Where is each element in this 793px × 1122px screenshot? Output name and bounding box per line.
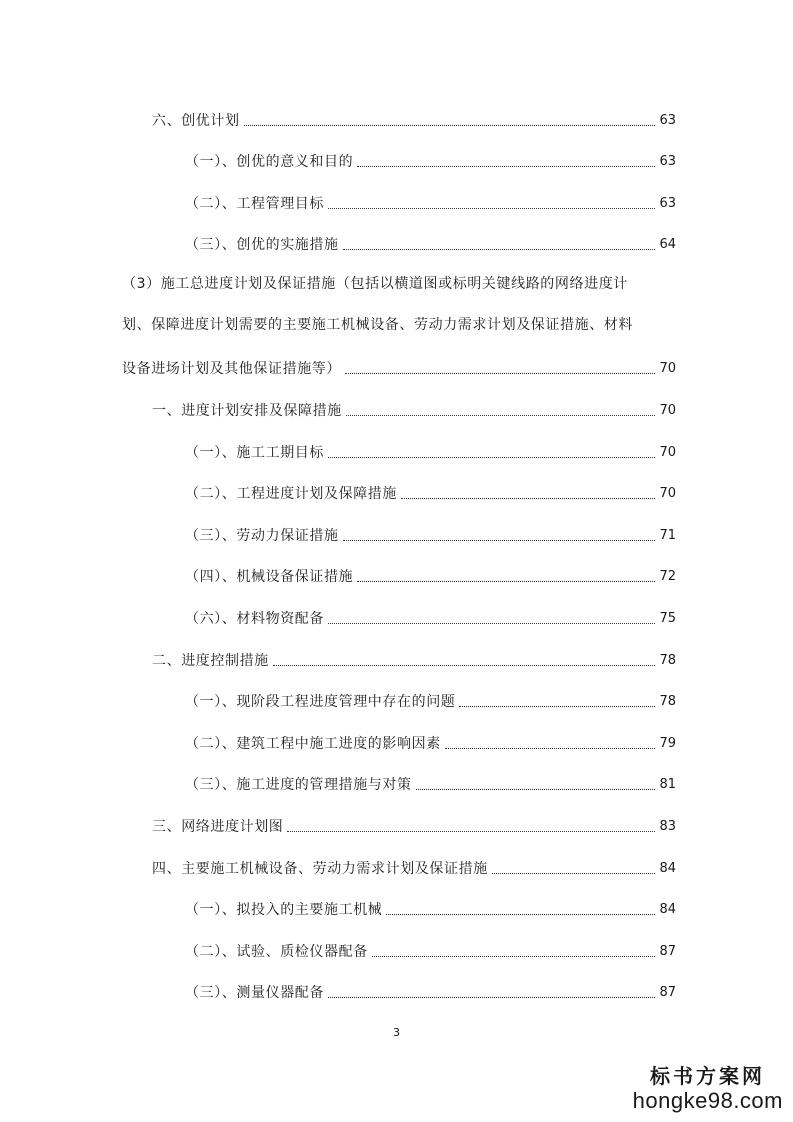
toc-leader-dots <box>328 997 655 998</box>
toc-entry <box>185 191 676 213</box>
toc-leader-dots <box>416 789 656 790</box>
toc-section-heading-line-2: 划、保障进度计划需要的主要施工机械设备、劳动力需求计划及保证措施、材料 <box>122 317 633 333</box>
toc-entry <box>185 523 676 545</box>
toc-entry-page: 70 <box>659 445 676 460</box>
toc-entry-page: 63 <box>659 113 676 128</box>
toc-leader-dots <box>343 249 656 250</box>
toc-entry-title: （六）、材料物资配备 <box>185 611 324 627</box>
toc-entry-page: 70 <box>659 486 676 501</box>
toc-entry-title: （三）、劳动力保证措施 <box>185 528 339 544</box>
watermark-domain: hongke98.com <box>632 1088 783 1113</box>
toc-leader-dots <box>244 125 656 126</box>
toc-entry <box>152 108 676 130</box>
watermark-title: 标书方案网 <box>650 1064 765 1088</box>
toc-entry-page: 81 <box>659 777 676 792</box>
toc-entry <box>152 398 676 420</box>
toc-leader-dots <box>357 581 655 582</box>
toc-entry-page: 71 <box>659 528 676 543</box>
toc-entry <box>185 481 676 503</box>
toc-leader-dots <box>273 665 656 666</box>
toc-leader-dots <box>492 873 656 874</box>
toc-leader-dots <box>459 706 655 707</box>
toc-entry-title: （一）、现阶段工程进度管理中存在的问题 <box>185 694 456 710</box>
toc-leader-dots <box>346 415 656 416</box>
toc-leader-dots <box>401 498 655 499</box>
toc-leader-dots <box>357 166 655 167</box>
toc-entry-title: 二、进度控制措施 <box>152 653 269 669</box>
toc-entry-page: 64 <box>659 237 676 252</box>
toc-leader-dots <box>287 831 655 832</box>
toc-entry-title: （二）、建筑工程中施工进度的影响因素 <box>185 736 441 752</box>
toc-leader-dots <box>343 540 656 541</box>
toc-entry-page: 63 <box>659 196 676 211</box>
toc-entry-title: 四、主要施工机械设备、劳动力需求计划及保证措施 <box>152 861 488 877</box>
toc-entry-page: 87 <box>659 944 676 959</box>
toc-entry <box>185 772 676 794</box>
watermark <box>633 1064 783 1114</box>
toc-entry-page: 84 <box>659 902 676 917</box>
toc-entry-page: 83 <box>659 819 676 834</box>
toc-leader-dots <box>372 956 656 957</box>
toc-entry-title: （一）、施工工期目标 <box>185 445 324 461</box>
toc-entry-title: （二）、工程进度计划及保障措施 <box>185 486 397 502</box>
toc-entry <box>185 232 676 254</box>
toc-entry <box>185 149 676 171</box>
toc-entry-title: （三）、创优的实施措施 <box>185 237 339 253</box>
toc-entry-page: 70 <box>659 403 676 418</box>
toc-entry-title: 六、创优计划 <box>152 113 240 129</box>
toc-entry-title: （二）、试验、质检仪器配备 <box>185 944 368 960</box>
toc-leader-dots <box>345 373 655 374</box>
toc-leader-dots <box>328 623 655 624</box>
toc-section-heading-line-1: （3）施工总进度计划及保证措施（包括以横道图或标明关键线路的网络进度计 <box>122 276 628 292</box>
toc-entry-title: （三）、测量仪器配备 <box>185 985 324 1001</box>
toc-entry-page: 84 <box>659 861 676 876</box>
toc-entry-page: 78 <box>659 694 676 709</box>
toc-entry <box>152 856 676 878</box>
toc-entry-title: 一、进度计划安排及保障措施 <box>152 403 342 419</box>
toc-entry-title: 三、网络进度计划图 <box>152 819 284 835</box>
toc-leader-dots <box>445 748 656 749</box>
page-number: 3 <box>393 1026 400 1039</box>
toc-entry <box>185 689 676 711</box>
toc-entry-page: 72 <box>659 569 676 584</box>
toc-entry-page: 79 <box>659 736 676 751</box>
toc-entry <box>185 939 676 961</box>
toc-entry <box>152 814 676 836</box>
toc-entry <box>185 731 676 753</box>
toc-entry-page: 63 <box>659 154 676 169</box>
toc-entry <box>185 980 676 1002</box>
toc-entry-page: 70 <box>659 361 676 376</box>
toc-entry-page: 78 <box>659 653 676 668</box>
toc-entry <box>185 440 676 462</box>
toc-entry-title: （四）、机械设备保证措施 <box>185 569 354 585</box>
toc-entry <box>185 606 676 628</box>
toc-entry-title: 设备进场计划及其他保证措施等） <box>122 361 341 377</box>
toc-leader-dots <box>386 914 655 915</box>
toc-entry-title: （一）、拟投入的主要施工机械 <box>185 902 383 918</box>
toc-leader-dots <box>328 457 655 458</box>
toc-entry-page: 75 <box>659 611 676 626</box>
toc-entry <box>185 897 676 919</box>
toc-entry-page: 87 <box>659 985 676 1000</box>
toc-entry <box>122 356 676 378</box>
toc-leader-dots <box>328 208 655 209</box>
toc-entry-title: （三）、施工进度的管理措施与对策 <box>185 777 412 793</box>
toc-entry <box>152 648 676 670</box>
toc-entry <box>185 564 676 586</box>
toc-entry-title: （二）、工程管理目标 <box>185 196 324 212</box>
toc-entry-title: （一）、创优的意义和目的 <box>185 154 354 170</box>
